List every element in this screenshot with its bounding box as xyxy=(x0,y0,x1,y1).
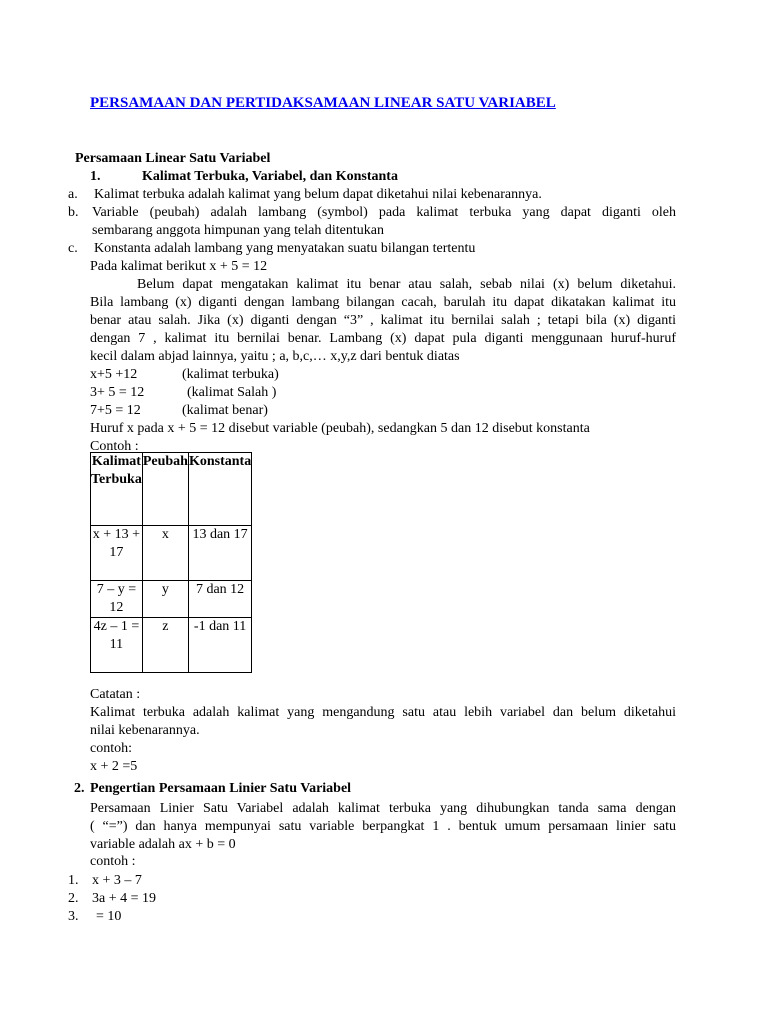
contoh-label: Contoh : xyxy=(90,439,139,454)
table-header-row xyxy=(91,453,252,526)
contoh3-label: contoh : xyxy=(90,854,136,869)
list-item-c: Konstanta adalah lambang yang menyatakan suatu bilangan tertentu xyxy=(94,241,476,256)
para1-line: dengan 7 , kalimat itu bernilai benar. Lambang (x) dapat pula diganti menggunaan huruf-huruf xyxy=(90,331,676,346)
example-expr: x+5 +12 xyxy=(90,367,138,382)
para2-line: ( “=”) dan hanya mempunyai satu variable berpangkat 1 . bentuk umum persamaan linier satu xyxy=(90,819,676,834)
para1-line: Bila lambang (x) diganti dengan lambang bilangan cacah, barulah itu dapat dikatakan kalimat itu xyxy=(90,295,676,310)
example-note: (kalimat Salah ) xyxy=(187,385,277,400)
table-cell: -1 dan 11 xyxy=(188,618,251,673)
section-heading: Persamaan Linear Satu Variabel xyxy=(75,151,271,166)
page-title: PERSAMAAN DAN PERTIDAKSAMAAN LINEAR SATU VARIABEL xyxy=(90,95,556,111)
example-note: (kalimat benar) xyxy=(182,403,268,418)
numbered-item: = 10 xyxy=(96,909,122,924)
para1-line: kecil dalam abjad lainnya, yaitu ; a, b,c,… x,y,z dari bentuk diatas xyxy=(90,349,460,364)
contoh2-expr: x + 2 =5 xyxy=(90,759,138,774)
list-item-b: Variable (peubah) adalah lambang (symbol) pada kalimat terbuka yang dapat diganti oleh xyxy=(92,205,676,220)
list-marker-a: a. xyxy=(68,187,78,202)
table-cell: z xyxy=(142,618,188,673)
numbered-marker: 1. xyxy=(68,873,79,888)
para1-line: benar atau salah. Jika (x) diganti dengan “3” , kalimat itu bernilai salah ; tetapi bila (x) diganti xyxy=(90,313,676,328)
table-cell: 7 dan 12 xyxy=(188,581,251,618)
catatan-text: Kalimat terbuka adalah kalimat yang mengandung satu atau lebih variabel dan belum diketahui xyxy=(90,705,676,720)
table-cell: x + 13 + 17 xyxy=(91,526,143,581)
para2-line: Persamaan Linier Satu Variabel adalah kalimat terbuka yang dihubungkan tanda sama dengan xyxy=(90,801,676,816)
list-marker-c: c. xyxy=(68,241,78,256)
table-cell: 7 – y = 12 xyxy=(91,581,143,618)
contoh2-label: contoh: xyxy=(90,741,132,756)
variable-table xyxy=(90,452,252,673)
sub1-number: 1. xyxy=(90,169,101,184)
numbered-item: 3a + 4 = 19 xyxy=(92,891,157,906)
example-expr: 7+5 = 12 xyxy=(90,403,141,418)
catatan-label: Catatan : xyxy=(90,687,141,702)
para1-line: Belum dapat mengatakan kalimat itu benar atau salah, sebab nilai (x) belum diketahui. xyxy=(137,277,676,292)
list-marker-b: b. xyxy=(68,205,79,220)
pada-line: Pada kalimat berikut x + 5 = 12 xyxy=(90,259,268,274)
table-header-cell: Peubah xyxy=(142,453,188,526)
numbered-marker: 2. xyxy=(68,891,79,906)
example-note: (kalimat terbuka) xyxy=(182,367,279,382)
table-cell: y xyxy=(142,581,188,618)
catatan-cont: nilai kebenarannya. xyxy=(90,723,200,738)
numbered-item: x + 3 – 7 xyxy=(92,873,142,888)
table-cell: 4z – 1 = 11 xyxy=(91,618,143,673)
table-row xyxy=(91,618,252,673)
table-header-cell: Kalimat Terbuka xyxy=(91,453,143,526)
numbered-marker: 3. xyxy=(68,909,79,924)
example-expr: 3+ 5 = 12 xyxy=(90,385,145,400)
sub2-heading: Pengertian Persamaan Linier Satu Variabel xyxy=(90,781,352,796)
huruf-line: Huruf x pada x + 5 = 12 disebut variable (peubah), sedangkan 5 dan 12 disebut konstanta xyxy=(90,421,590,436)
list-item-a: Kalimat terbuka adalah kalimat yang belum dapat diketahui nilai kebenarannya. xyxy=(94,187,542,202)
list-item-b-cont: sembarang anggota himpunan yang telah ditentukan xyxy=(92,223,384,238)
table-row xyxy=(91,526,252,581)
sub1-heading: Kalimat Terbuka, Variabel, dan Konstanta xyxy=(142,169,398,184)
sub2-number: 2. xyxy=(74,781,85,796)
table-cell: 13 dan 17 xyxy=(188,526,251,581)
table-header-cell: Konstanta xyxy=(188,453,251,526)
para2-line: variable adalah ax + b = 0 xyxy=(90,837,236,852)
table-cell: x xyxy=(142,526,188,581)
table-row xyxy=(91,581,252,618)
